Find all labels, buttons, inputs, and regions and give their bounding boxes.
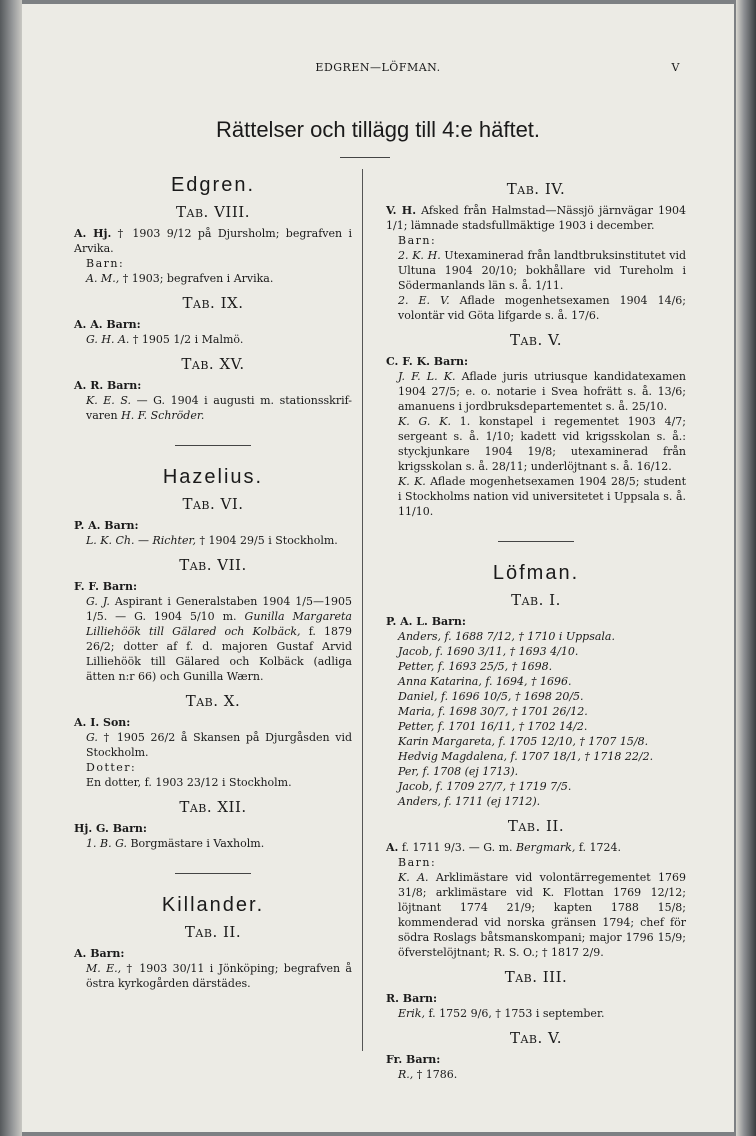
list-item: Petter, f. 1693 25/5, † 1698. [398,660,553,673]
tab-heading: Tab. IV. [506,180,566,198]
entry-name: Gunilla Margareta Lilliehöök till Gälared och Kolbäck, [86,610,352,638]
entry-name: Bergmark, [516,841,576,854]
entry-text: f. 1879 26/2; dotter af f. d. majoren Gustaf Arvid Lilliehöök till Gälared och Kolbäck (adliga ätten n:r 66) och Gunilla Wærn. [86,625,353,683]
entry-initials: G. H. A. [86,333,130,346]
tab-heading: Tab. V. [509,1029,563,1047]
entry-text: f. 1724. [578,841,622,854]
family-heading-edgren: Edgren. [170,174,256,196]
entry-initials: Erik, [398,1007,425,1020]
entry-label: P. A. Barn: [74,519,139,532]
running-title: EDGREN—LÖFMAN. [315,61,441,74]
entry-text: Aflade mogenhetsexamen 1904 28/5; student i Stockholms nation vid universitetet i Uppsala s. å. 11/10. [398,475,686,518]
title-rule [340,157,390,158]
column-divider [362,169,363,1051]
entry-initials: M. E., [86,962,122,975]
entry-initials: A. M., [86,272,120,285]
entry-text: † 1905 1/2 i Malmö. [132,333,244,346]
list-item: Petter, f. 1701 16/11, † 1702 14/2. [398,720,588,733]
entry-text: f. 1752 9/6, † 1753 i september. [428,1007,605,1020]
entry-text: Arklimästare vid volontärregementet 1769 31/8; arklimästare vid K. Flottan 1769 12/12; löjtnant 1774 21/9; kapten 1788 15/8; kommenderad vid norska gränsen 1794; chef för södra Roslags båtsmanskompani; major 1796 15/9; öfverstelöjtnant; R. S. O.; † 1817 2/9. [398,871,686,959]
list-item: Per, f. 1708 (ej 1713). [398,765,519,778]
entry-initials: K. A. [398,871,429,884]
scan-left-edge [0,0,22,1136]
entry-text: † 1903; begrafven i Arvika. [122,272,274,285]
family-heading-lofman: Löfman. [492,562,580,584]
entry-text: Borgmästare i Vaxholm. [130,837,265,850]
entry-text: Utexaminerad från landtbruksinstitutet vid Ultuna 1904 20/10; bokhållare vid Tureholm i Södermanlands län s. å. 1/11. [398,249,686,292]
tab-heading: Tab. VII. [179,556,247,574]
entry-initials: R., [398,1068,414,1081]
entry-text: Aflade juris utriusque kandidatexamen 1904 27/5; e. o. notarie i Svea hofrätt s. å. 13/6; amanuens i jordbruksdepartementet s. å. 25/10. [398,370,686,413]
entry-text: Aflade mogenhetsexamen 1904 14/6; volontär vid Göta lifgarde s. å. 17/6. [398,294,686,322]
section-rule [175,873,251,874]
list-item: Jacob, f. 1690 3/11, † 1693 4/10. [398,645,579,658]
entry-text: † 1905 26/2 å Skansen på Djurgåsden vid Stockholm. [86,731,353,759]
entry-initials: G. J. [86,595,110,608]
entry-label: V. H. [386,204,417,217]
tab-heading: Tab. VIII. [176,203,250,221]
entry-label: C. F. K. Barn: [386,355,469,368]
entry-text: Aspirant i Generalstaben 1904 1/5—1905 1/5. — G. 1904 5/10 m. [86,595,352,623]
tab-heading: Tab. II. [507,817,565,835]
entry-name: H. F. Schröder. [121,409,205,422]
page-number: V [671,61,680,74]
book-page [22,4,734,1132]
entry-label: Hj. G. Barn: [74,822,147,835]
entry-text: En dotter, f. 1903 23/12 i Stockholm. [86,776,292,789]
list-item: Anders, f. 1688 7/12, † 1710 i Uppsala. [398,630,615,643]
entry-initials: J. F. L. K. [398,370,456,383]
entry-text: † 1903 30/11 i Jönköping; begrafven å östra kyrkogården därstädes. [86,962,352,990]
tab-heading: Tab. I. [511,591,561,609]
tab-heading: Tab. II. [184,923,242,941]
list-item: Jacob, f. 1709 27/7, † 1719 7/5. [398,780,572,793]
tab-heading: Tab. VI. [182,495,244,513]
entry-label: A. I. Son: [74,716,131,729]
entry-initials: 1. B. G. [86,837,127,850]
list-item: Daniel, f. 1696 10/5, † 1698 20/5. [398,690,584,703]
scan-right-edge [736,0,756,1136]
family-heading-hazelius: Hazelius. [162,466,264,488]
tab-heading: Tab. X. [185,692,241,710]
section-rule [498,541,574,542]
list-item: Hedvig Magdalena, f. 1707 18/1, † 1718 22/2. [398,750,654,763]
list-item: Maria, f. 1698 30/7, † 1701 26/12. [398,705,588,718]
entry-initials: G. [86,731,98,744]
entry-initials: K. G. K. [398,415,451,428]
barn-label: Barn: [86,257,125,270]
entry-label: P. A. L. Barn: [386,615,466,628]
entry-text: † 1904 29/5 i Stockholm. [199,534,338,547]
list-item: Anna Katarina, f. 1694, † 1696. [398,675,572,688]
entry-label: A. Barn: [74,947,125,960]
tab-heading: Tab. III. [504,968,568,986]
tab-heading: Tab. V. [509,331,563,349]
children-list [386,629,686,809]
entry-label: A. A. Barn: [74,318,141,331]
entry-text: — G. 1904 i augusti m. stationsskrif-varen [86,394,352,422]
left-column [74,172,352,991]
entry-text: † 1786. [416,1068,458,1081]
entry-label: F. F. Barn: [74,580,138,593]
barn-label: Barn: [398,234,437,247]
section-rule [175,445,251,446]
entry-text: † 1903 9/12 på Djursholm; begrafven i Arvika. [74,227,352,255]
entry-label: R. Barn: [386,992,438,1005]
entry-label: A. [386,841,399,854]
tab-heading: Tab. XV. [181,355,245,373]
entry-text: Afsked från Halmstad—Nässjö järnvägar 1904 1/1; lämnade stadsfullmäktige 1903 i december. [386,204,687,232]
entry-initials: K. E. S. [86,394,131,407]
entry-text: f. 1711 9/3. — G. m. [401,841,513,854]
entry-initials: 2. K. H. [398,249,441,262]
list-item: Karin Margareta, f. 1705 12/10, † 1707 15/8. [398,735,649,748]
entry-label: A. R. Barn: [74,379,142,392]
dotter-label: Dotter: [86,761,137,774]
barn-label: Barn: [398,856,437,869]
tab-heading: Tab. IX. [182,294,244,312]
family-heading-killander: Killander. [161,894,265,916]
entry-label: A. Hj. [74,227,112,240]
list-item: Anders, f. 1711 (ej 1712). [398,795,541,808]
tab-heading: Tab. XII. [179,798,247,816]
entry-initials: L. K. Ch. — Richter, [86,534,197,547]
entry-text: 1. konstapel i regementet 1903 4/7; sergeant s. å. 1/10; kadett vid krigsskolan s. å.: styckjunkare 1904 19/8; utexaminerad från krigsskolan s. å. 28/11; underlöjtnant s. å. 16/12. [398,415,686,473]
right-column [386,172,686,1082]
entry-initials: K. K. [398,475,426,488]
entry-label: Fr. Barn: [386,1053,441,1066]
entry-initials: 2. E. V. [398,294,450,307]
page-title: Rättelser och tillägg till 4:e häftet. [215,117,541,142]
